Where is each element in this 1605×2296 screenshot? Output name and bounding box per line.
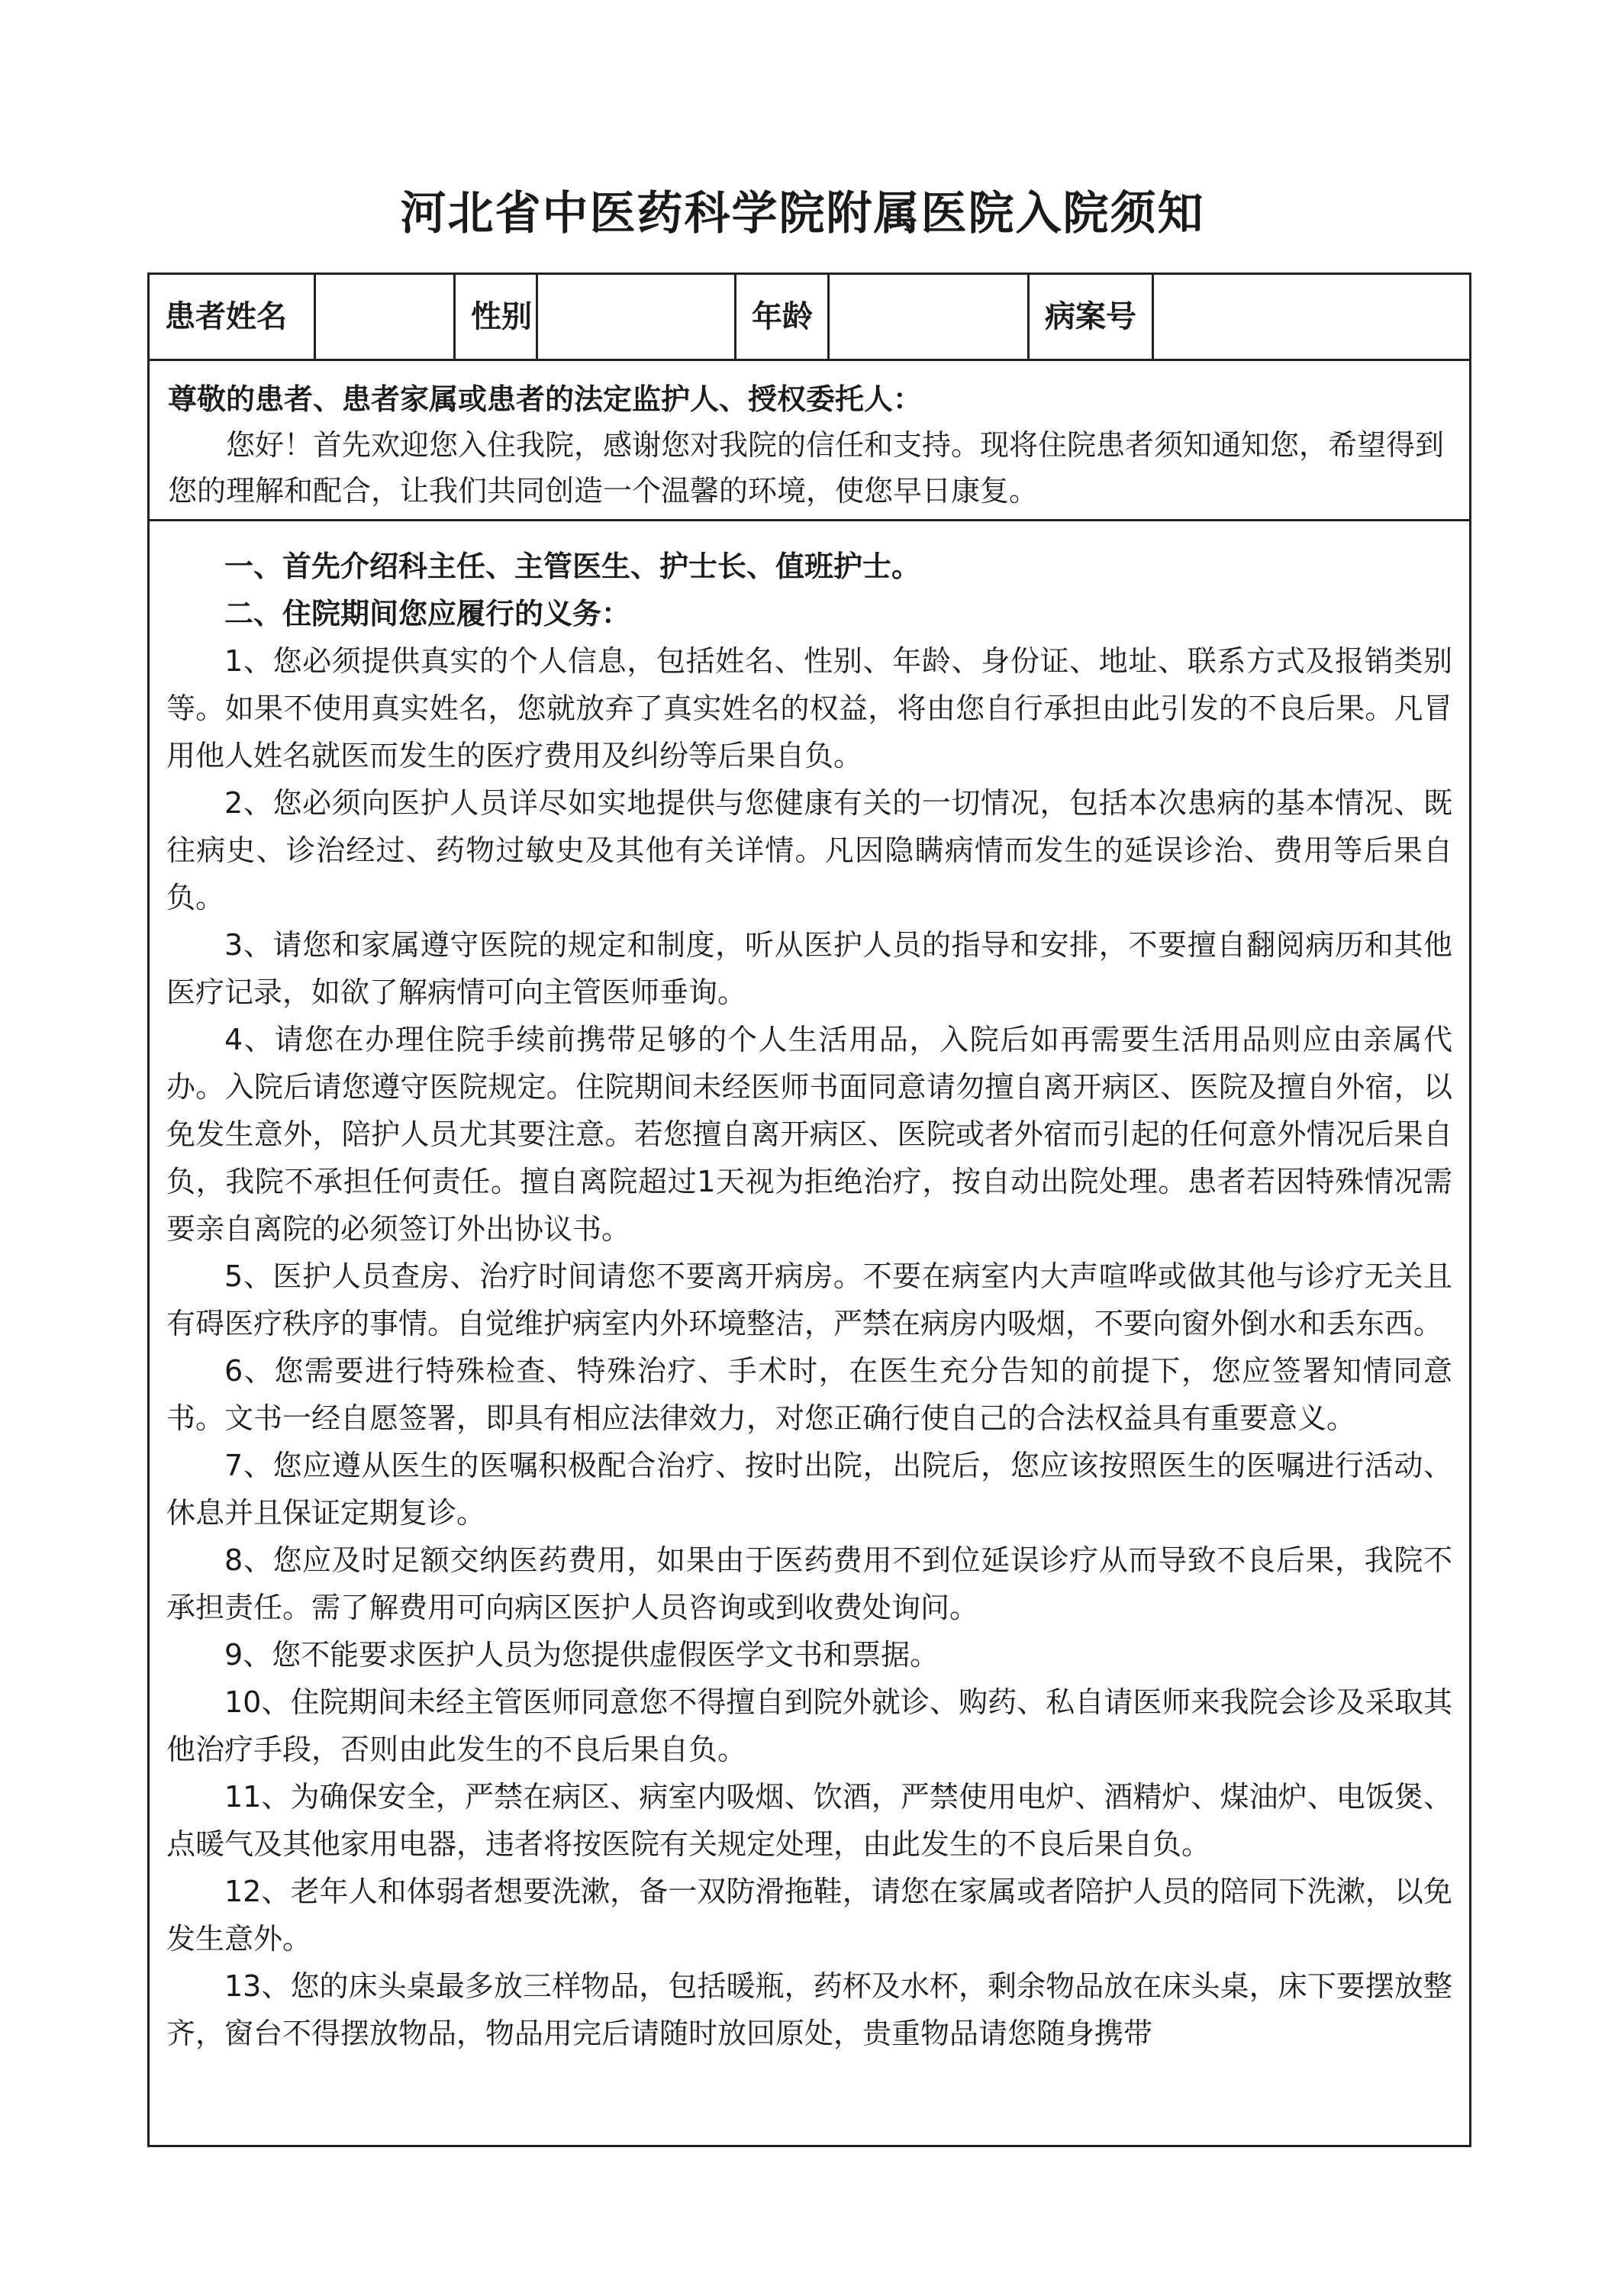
list-item: 2、您必须向医护人员详尽如实地提供与您健康有关的一切情况，包括本次患病的基本情况、既往病史、诊治经过、药物过敏史及其他有关详情。凡因隐瞒病情而发生的延误诊治、费用等后果自负。: [166, 786, 1452, 914]
list-item: 5、医护人员查房、治疗时间请您不要离开病房。不要在病室内大声喧哗或做其他与诊疗无关且有碍医疗秩序的事情。自觉维护病室内外环境整洁，严禁在病房内吸烟，不要向窗外倒水和丢东西。: [166, 1259, 1452, 1340]
admission-form: [147, 272, 1471, 2147]
patient-name-label: 患者姓名: [150, 275, 316, 359]
list-item: 13、您的床头桌最多放三样物品，包括暖瓶，药杯及水杯，剩余物品放在床头桌，床下要摆放整齐，窗台不得摆放物品，物品用完后请随时放回原处，贵重物品请您随身携带: [166, 1969, 1452, 2050]
list-item: 1、您必须提供真实的个人信息，包括姓名、性别、年龄、身份证、地址、联系方式及报销类别等。如果不使用真实姓名，您就放弃了真实姓名的权益，将由您自行承担由此引发的不良后果。凡冒用他人姓名就医而发生的医疗费用及纠纷等后果自负。: [166, 644, 1452, 772]
sex-label: 性别: [456, 275, 538, 359]
list-item: 4、请您在办理住院手续前携带足够的个人生活用品，入院后如再需要生活用品则应由亲属代办。入院后请您遵守医院规定。住院期间未经医师书面同意请勿擅自离开病区、医院及擅自外宿，以免发生意外，陪护人员尤其要注意。若您擅自离开病区、医院或者外宿而引起的任何意外情况后果自负，我院不承担任何责任。擅自离院超过1天视为拒绝治疗，按自动出院处理。患者若因特殊情况需要亲自离院的必须签订外出协议书。: [166, 1023, 1452, 1246]
age-label: 年龄: [736, 275, 830, 359]
section-heading-1: 一、首先介绍科主任、主管医生、护士长、值班护士。: [224, 550, 921, 583]
patient-info-row: [150, 275, 1469, 361]
age-field[interactable]: [830, 275, 1030, 359]
list-item: 11、为确保安全，严禁在病区、病室内吸烟、饮酒，严禁使用电炉、酒精炉、煤油炉、电饭煲、点暖气及其他家用电器，违者将按医院有关规定处理，由此发生的不良后果自负。: [166, 1780, 1452, 1861]
notice-body: [150, 521, 1469, 2057]
sex-field[interactable]: [538, 275, 736, 359]
list-item: 3、请您和家属遵守医院的规定和制度，听从医护人员的指导和安排，不要擅自翻阅病历和其他医疗记录，如欲了解病情可向主管医师垂询。: [166, 928, 1452, 1009]
section-heading-2: 二、住院期间您应履行的义务：: [224, 597, 631, 630]
list-item: 10、住院期间未经主管医师同意您不得擅自到院外就诊、购药、私自请医师来我院会诊及采取其他治疗手段，否则由此发生的不良后果自负。: [166, 1685, 1452, 1766]
list-item: 9、您不能要求医护人员为您提供虚假医学文书和票据。: [224, 1638, 939, 1672]
record-number-label: 病案号: [1030, 275, 1154, 359]
list-item: 6、您需要进行特殊检查、特殊治疗、手术时，在医生充分告知的前提下，您应签署知情同意书。文书一经自愿签署，即具有相应法律效力，对您正确行使自己的合法权益具有重要意义。: [166, 1354, 1452, 1435]
list-item: 7、您应遵从医生的医嘱积极配合治疗、按时出院，出院后，您应该按照医生的医嘱进行活动、休息并且保证定期复诊。: [166, 1449, 1452, 1530]
salutation: 尊敬的患者、患者家属或患者的法定监护人、授权委托人：: [168, 382, 923, 416]
intro-text: 您好！首先欢迎您入住我院，感谢您对我院的信任和支持。现将住院患者须知通知您，希望得到您的理解和配合，让我们共同创造一个温馨的环境，使您早日康复。: [168, 428, 1445, 508]
document-title: 河北省中医药科学院附属医院入院须知: [400, 187, 1205, 240]
intro-section: [150, 361, 1469, 521]
patient-name-field[interactable]: [316, 275, 456, 359]
record-number-field[interactable]: [1154, 275, 1469, 359]
list-item: 12、老年人和体弱者想要洗漱，备一双防滑拖鞋，请您在家属或者陪护人员的陪同下洗漱，以免发生意外。: [166, 1875, 1452, 1956]
list-item: 8、您应及时足额交纳医药费用，如果由于医药费用不到位延误诊疗从而导致不良后果，我院不承担责任。需了解费用可向病区医护人员咨询或到收费处询问。: [166, 1543, 1452, 1624]
